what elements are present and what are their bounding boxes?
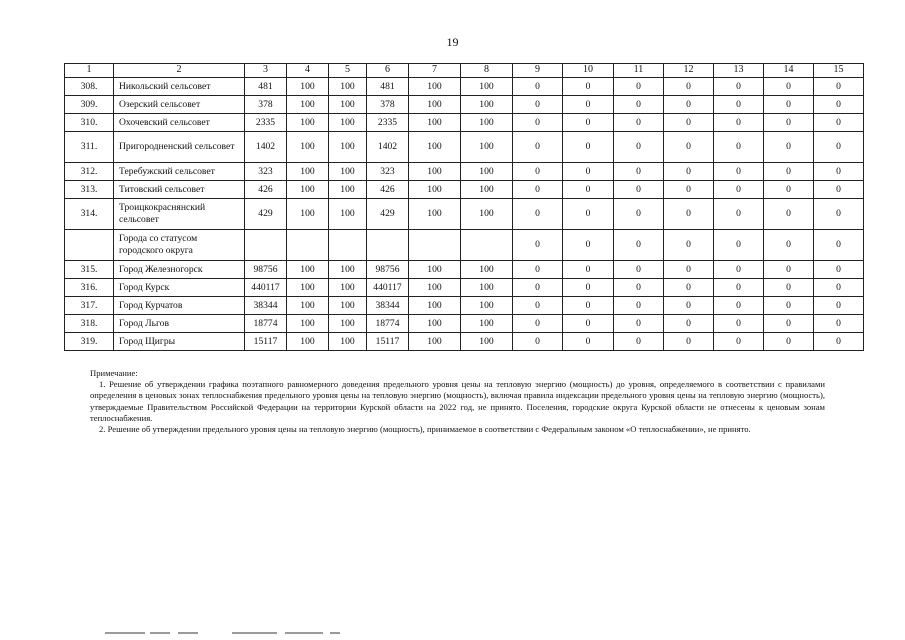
value-cell: 0 — [764, 78, 814, 96]
value-cell: 100 — [461, 333, 513, 351]
header-cell: 14 — [764, 64, 814, 78]
value-cell: 100 — [409, 96, 461, 114]
value-cell: 0 — [664, 199, 714, 230]
value-cell: 0 — [714, 181, 764, 199]
value-cell: 0 — [664, 132, 714, 163]
value-cell: 100 — [287, 279, 329, 297]
value-cell: 0 — [764, 230, 814, 261]
table-row — [65, 230, 864, 261]
value-cell: 100 — [409, 132, 461, 163]
table-row — [65, 315, 864, 333]
table-row — [65, 279, 864, 297]
settlement-name-cell: Троицкокраснянский сельсовет — [114, 199, 245, 230]
header-cell: 7 — [409, 64, 461, 78]
header-cell: 13 — [714, 64, 764, 78]
value-cell: 100 — [409, 333, 461, 351]
value-cell: 426 — [367, 181, 409, 199]
value-cell: 100 — [461, 199, 513, 230]
header-cell: 6 — [367, 64, 409, 78]
value-cell: 100 — [409, 315, 461, 333]
value-cell: 1402 — [245, 132, 287, 163]
value-cell: 0 — [664, 333, 714, 351]
value-cell: 0 — [513, 163, 563, 181]
value-cell: 100 — [409, 114, 461, 132]
settlement-name-cell: Пригородненский сельсовет — [114, 132, 245, 163]
value-cell: 0 — [764, 96, 814, 114]
value-cell: 0 — [764, 279, 814, 297]
header-cell: 12 — [664, 64, 714, 78]
value-cell: 100 — [329, 163, 367, 181]
value-cell: 100 — [329, 333, 367, 351]
value-cell: 15117 — [367, 333, 409, 351]
header-cell: 11 — [614, 64, 664, 78]
value-cell: 15117 — [245, 333, 287, 351]
value-cell: 0 — [664, 261, 714, 279]
row-number-cell: 315. — [65, 261, 114, 279]
value-cell: 0 — [814, 315, 864, 333]
value-cell: 0 — [714, 163, 764, 181]
value-cell — [461, 230, 513, 261]
value-cell: 0 — [714, 114, 764, 132]
value-cell: 0 — [513, 114, 563, 132]
header-cell: 5 — [329, 64, 367, 78]
settlement-name-cell: Город Щигры — [114, 333, 245, 351]
value-cell: 1402 — [367, 132, 409, 163]
table-row — [65, 78, 864, 96]
value-cell: 426 — [245, 181, 287, 199]
value-cell: 0 — [614, 163, 664, 181]
value-cell: 0 — [614, 297, 664, 315]
value-cell: 0 — [814, 199, 864, 230]
table-row — [65, 261, 864, 279]
value-cell: 323 — [245, 163, 287, 181]
header-cell: 2 — [114, 64, 245, 78]
value-cell: 0 — [714, 230, 764, 261]
value-cell: 100 — [287, 261, 329, 279]
value-cell — [367, 230, 409, 261]
value-cell: 0 — [614, 199, 664, 230]
row-number-cell: 308. — [65, 78, 114, 96]
value-cell: 0 — [714, 261, 764, 279]
value-cell — [245, 230, 287, 261]
header-cell: 1 — [65, 64, 114, 78]
row-number-cell: 311. — [65, 132, 114, 163]
value-cell: 0 — [664, 114, 714, 132]
table-row — [65, 163, 864, 181]
header-cell: 4 — [287, 64, 329, 78]
value-cell: 100 — [329, 181, 367, 199]
value-cell: 100 — [329, 96, 367, 114]
value-cell: 0 — [714, 96, 764, 114]
value-cell: 98756 — [367, 261, 409, 279]
value-cell: 0 — [614, 315, 664, 333]
value-cell: 100 — [461, 297, 513, 315]
value-cell: 0 — [764, 163, 814, 181]
value-cell: 100 — [287, 78, 329, 96]
value-cell: 0 — [714, 279, 764, 297]
notes-section — [90, 368, 825, 435]
value-cell: 0 — [614, 132, 664, 163]
row-number-cell: 313. — [65, 181, 114, 199]
value-cell: 100 — [461, 315, 513, 333]
value-cell: 0 — [814, 132, 864, 163]
value-cell: 100 — [461, 261, 513, 279]
value-cell: 100 — [287, 297, 329, 315]
value-cell: 0 — [563, 199, 614, 230]
value-cell: 100 — [287, 333, 329, 351]
value-cell: 378 — [367, 96, 409, 114]
value-cell: 100 — [329, 315, 367, 333]
value-cell: 0 — [764, 199, 814, 230]
value-cell: 0 — [563, 261, 614, 279]
value-cell: 0 — [714, 315, 764, 333]
value-cell: 0 — [513, 297, 563, 315]
settlement-name-cell: Города со статусом городского округа — [114, 230, 245, 261]
value-cell: 0 — [563, 132, 614, 163]
value-cell: 100 — [409, 78, 461, 96]
settlement-name-cell: Город Курчатов — [114, 297, 245, 315]
value-cell: 100 — [461, 132, 513, 163]
value-cell: 0 — [513, 96, 563, 114]
settlement-name-cell: Охочевский сельсовет — [114, 114, 245, 132]
value-cell: 429 — [245, 199, 287, 230]
value-cell: 0 — [714, 333, 764, 351]
value-cell: 0 — [563, 230, 614, 261]
value-cell: 100 — [461, 163, 513, 181]
value-cell: 0 — [614, 114, 664, 132]
value-cell: 100 — [409, 279, 461, 297]
value-cell: 100 — [287, 114, 329, 132]
value-cell: 100 — [329, 199, 367, 230]
value-cell: 0 — [764, 132, 814, 163]
table-row — [65, 132, 864, 163]
value-cell: 0 — [764, 261, 814, 279]
row-number-cell: 317. — [65, 297, 114, 315]
value-cell: 440117 — [245, 279, 287, 297]
value-cell: 0 — [513, 199, 563, 230]
value-cell: 481 — [367, 78, 409, 96]
scan-footer-marks — [0, 632, 905, 636]
value-cell: 0 — [814, 261, 864, 279]
value-cell: 0 — [664, 181, 714, 199]
value-cell: 38344 — [367, 297, 409, 315]
value-cell: 100 — [329, 78, 367, 96]
value-cell: 0 — [714, 199, 764, 230]
value-cell: 0 — [814, 181, 864, 199]
value-cell: 98756 — [245, 261, 287, 279]
value-cell: 0 — [814, 230, 864, 261]
value-cell: 100 — [409, 261, 461, 279]
value-cell: 100 — [461, 114, 513, 132]
value-cell: 0 — [664, 96, 714, 114]
settlement-name-cell: Город Железногорск — [114, 261, 245, 279]
value-cell: 0 — [764, 181, 814, 199]
row-number-cell: 312. — [65, 163, 114, 181]
settlement-name-cell: Город Курск — [114, 279, 245, 297]
value-cell: 0 — [614, 333, 664, 351]
value-cell: 323 — [367, 163, 409, 181]
row-number-cell: 309. — [65, 96, 114, 114]
value-cell: 100 — [329, 297, 367, 315]
value-cell: 100 — [461, 279, 513, 297]
value-cell: 100 — [287, 199, 329, 230]
table-row — [65, 333, 864, 351]
value-cell: 0 — [664, 297, 714, 315]
note-item-2: 2. Решение об утверждении предельного уровня цены на тепловую энергию (мощность), принимаемое в соответствии с Федеральным законом «О теплоснабжении», не принято. — [99, 424, 751, 435]
value-cell: 0 — [563, 315, 614, 333]
row-number-cell: 310. — [65, 114, 114, 132]
value-cell — [329, 230, 367, 261]
value-cell: 100 — [329, 132, 367, 163]
settlement-name-cell: Теребужский сельсовет — [114, 163, 245, 181]
value-cell: 0 — [614, 96, 664, 114]
value-cell: 0 — [764, 114, 814, 132]
value-cell: 100 — [409, 163, 461, 181]
table-row — [65, 199, 864, 230]
value-cell: 481 — [245, 78, 287, 96]
value-cell: 100 — [287, 132, 329, 163]
value-cell: 0 — [814, 163, 864, 181]
data-table — [64, 63, 864, 351]
value-cell: 0 — [563, 279, 614, 297]
value-cell: 0 — [614, 261, 664, 279]
value-cell: 100 — [329, 261, 367, 279]
value-cell: 100 — [287, 315, 329, 333]
value-cell: 0 — [664, 230, 714, 261]
value-cell: 0 — [814, 78, 864, 96]
value-cell: 0 — [814, 333, 864, 351]
value-cell: 0 — [664, 163, 714, 181]
settlement-name-cell: Титовский сельсовет — [114, 181, 245, 199]
value-cell: 0 — [513, 315, 563, 333]
table-row — [65, 297, 864, 315]
value-cell: 378 — [245, 96, 287, 114]
value-cell — [287, 230, 329, 261]
note-item-1: 1. Решение об утверждении графика поэтапного равномерного доведения предельного уровня цены на тепловую энергию (мощность) до уровня, определяемого в соответствии с правилами определения в ценовых зонах теплоснабжения предельного уровня цены на тепловую энергию (мощность), включая правила индексации предельного уровня цены на тепловую энергию (мощность), утверждаемые Правительством Российской Федерации на территории Курской области на 2022 год, не принято. Поселения, городские округа Курской области не отнесены к ценовым зонам теплоснабжения. — [90, 379, 825, 423]
value-cell: 0 — [764, 333, 814, 351]
value-cell: 100 — [409, 181, 461, 199]
header-cell: 8 — [461, 64, 513, 78]
value-cell: 0 — [563, 78, 614, 96]
value-cell: 0 — [513, 230, 563, 261]
table-row — [65, 114, 864, 132]
value-cell: 0 — [714, 78, 764, 96]
value-cell: 18774 — [245, 315, 287, 333]
value-cell: 0 — [563, 163, 614, 181]
value-cell: 0 — [614, 230, 664, 261]
value-cell: 100 — [329, 279, 367, 297]
settlement-name-cell: Никольский сельсовет — [114, 78, 245, 96]
row-number-cell: 318. — [65, 315, 114, 333]
header-cell: 3 — [245, 64, 287, 78]
value-cell: 0 — [614, 181, 664, 199]
value-cell: 429 — [367, 199, 409, 230]
value-cell: 0 — [814, 96, 864, 114]
value-cell: 0 — [714, 132, 764, 163]
value-cell: 0 — [513, 132, 563, 163]
page-number: 19 — [446, 35, 459, 49]
notes-title: Примечание: — [90, 368, 138, 378]
value-cell: 0 — [814, 114, 864, 132]
header-cell: 9 — [513, 64, 563, 78]
value-cell: 100 — [461, 96, 513, 114]
value-cell: 0 — [714, 297, 764, 315]
value-cell: 0 — [513, 181, 563, 199]
value-cell: 440117 — [367, 279, 409, 297]
value-cell: 0 — [664, 78, 714, 96]
value-cell: 0 — [563, 96, 614, 114]
settlement-name-cell: Город Льгов — [114, 315, 245, 333]
value-cell: 0 — [513, 333, 563, 351]
row-number-cell: 319. — [65, 333, 114, 351]
value-cell: 0 — [513, 78, 563, 96]
value-cell: 0 — [814, 297, 864, 315]
settlement-name-cell: Озерский сельсовет — [114, 96, 245, 114]
value-cell: 0 — [513, 261, 563, 279]
value-cell: 100 — [461, 181, 513, 199]
value-cell: 100 — [287, 163, 329, 181]
value-cell: 0 — [614, 279, 664, 297]
value-cell: 0 — [664, 279, 714, 297]
value-cell: 100 — [329, 114, 367, 132]
value-cell — [409, 230, 461, 261]
value-cell: 100 — [461, 78, 513, 96]
row-number-cell — [65, 230, 114, 261]
value-cell: 18774 — [367, 315, 409, 333]
value-cell: 100 — [287, 96, 329, 114]
row-number-cell: 316. — [65, 279, 114, 297]
table-row — [65, 96, 864, 114]
value-cell: 100 — [409, 199, 461, 230]
value-cell: 0 — [563, 181, 614, 199]
value-cell: 0 — [563, 333, 614, 351]
value-cell: 0 — [814, 279, 864, 297]
table-row — [65, 181, 864, 199]
row-number-cell: 314. — [65, 199, 114, 230]
value-cell: 2335 — [245, 114, 287, 132]
value-cell: 0 — [563, 297, 614, 315]
header-cell: 10 — [563, 64, 614, 78]
value-cell: 0 — [764, 315, 814, 333]
value-cell: 0 — [764, 297, 814, 315]
value-cell: 100 — [287, 181, 329, 199]
value-cell: 0 — [614, 78, 664, 96]
value-cell: 0 — [664, 315, 714, 333]
value-cell: 100 — [409, 297, 461, 315]
table-header-row — [65, 64, 864, 78]
value-cell: 0 — [563, 114, 614, 132]
value-cell: 0 — [513, 279, 563, 297]
value-cell: 38344 — [245, 297, 287, 315]
value-cell: 2335 — [367, 114, 409, 132]
header-cell: 15 — [814, 64, 864, 78]
